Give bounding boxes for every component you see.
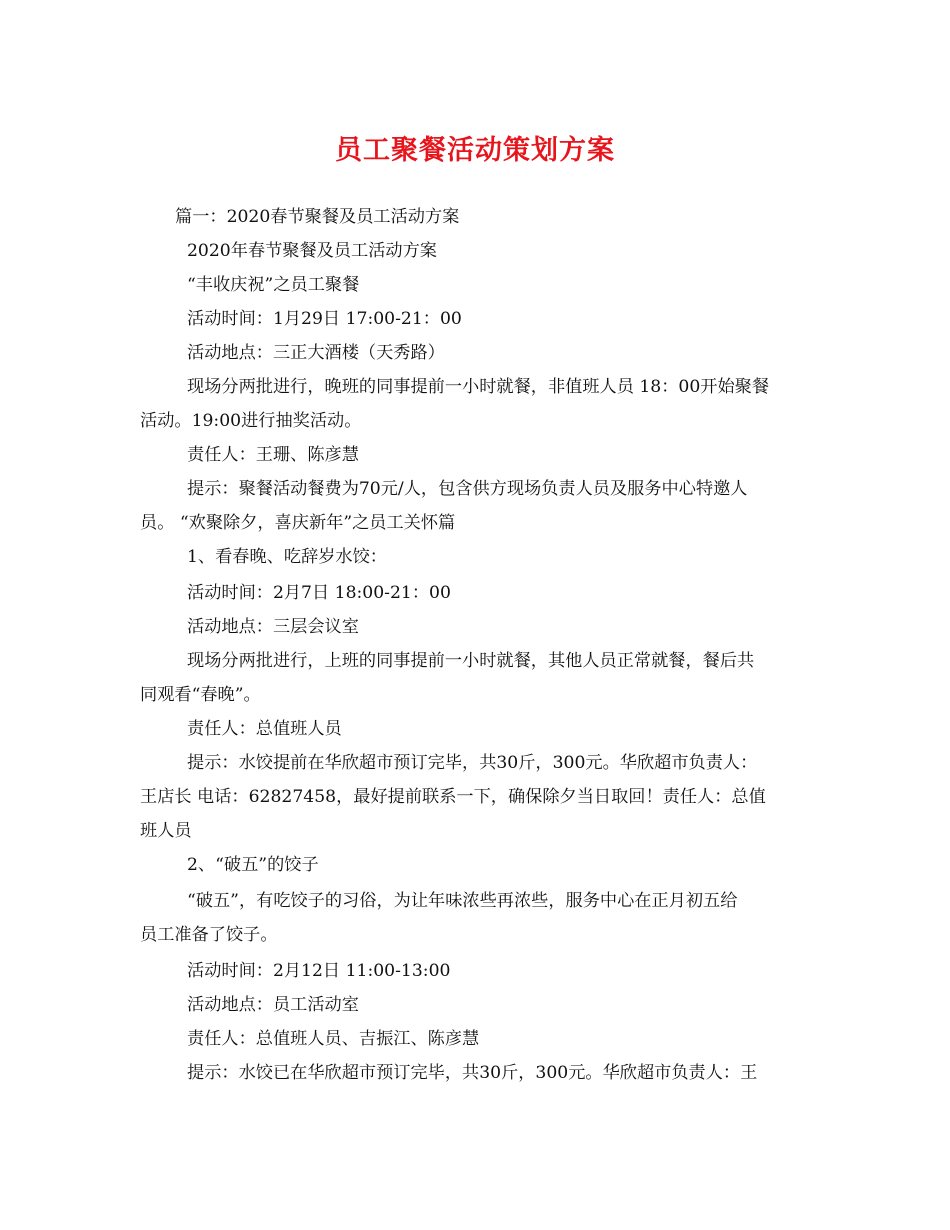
paragraph-line: 责任人：王珊、陈彦慧 <box>187 445 359 465</box>
paragraph-line: 篇一：2020春节聚餐及员工活动方案 <box>175 207 460 227</box>
paragraph-line: 现场分两批进行，上班的同事提前一小时就餐，其他人员正常就餐，餐后共 <box>187 651 755 671</box>
paragraph-line: 王店长 电话：62827458，最好提前联系一下，确保除夕当日取回！责任人：总值 <box>140 787 766 807</box>
paragraph-line: 责任人：总值班人员、吉振江、陈彦慧 <box>187 1029 480 1049</box>
paragraph-line: 活动时间：2月7日 18:00-21：00 <box>187 583 451 603</box>
paragraph-line: 员。 “欢聚除夕，喜庆新年”之员工关怀篇 <box>140 513 456 533</box>
paragraph-line: 2020年春节聚餐及员工活动方案 <box>187 241 437 261</box>
paragraph-line: 2、“破五”的饺子 <box>187 855 319 875</box>
paragraph-line: 活动时间：1月29日 17:00-21：00 <box>187 309 462 329</box>
paragraph-line: 员工准备了饺子。 <box>140 925 278 945</box>
paragraph-line: “破五”，有吃饺子的习俗，为让年味浓些再浓些，服务中心在正月初五给 <box>187 891 738 911</box>
document-title: 员工聚餐活动策划方案 <box>335 135 615 166</box>
paragraph-line: 提示：水饺提前在华欣超市预订完毕，共30斤，300元。华欣超市负责人： <box>187 753 758 773</box>
paragraph-line: 提示：聚餐活动餐费为70元/人，包含供方现场负责人员及服务中心特邀人 <box>187 479 748 499</box>
paragraph-line: “丰收庆祝”之员工聚餐 <box>187 275 360 295</box>
paragraph-line: 活动。19:00进行抽奖活动。 <box>140 411 362 431</box>
paragraph-line: 同观看“春晚”。 <box>140 685 261 705</box>
paragraph-line: 活动地点：员工活动室 <box>187 995 359 1015</box>
paragraph-line: 活动地点：三正大酒楼（天秀路） <box>187 343 445 363</box>
paragraph-line: 活动时间：2月12日 11:00-13:00 <box>187 961 451 981</box>
paragraph-line: 提示：水饺已在华欣超市预订完毕，共30斤，300元。华欣超市负责人：王 <box>187 1063 758 1083</box>
paragraph-line: 责任人：总值班人员 <box>187 719 342 739</box>
paragraph-line: 1、看春晚、吃辞岁水饺： <box>187 547 387 567</box>
paragraph-line: 活动地点：三层会议室 <box>187 617 359 637</box>
paragraph-line: 班人员 <box>140 821 192 841</box>
paragraph-line: 现场分两批进行，晚班的同事提前一小时就餐，非值班人员 18：00开始聚餐 <box>187 377 770 397</box>
